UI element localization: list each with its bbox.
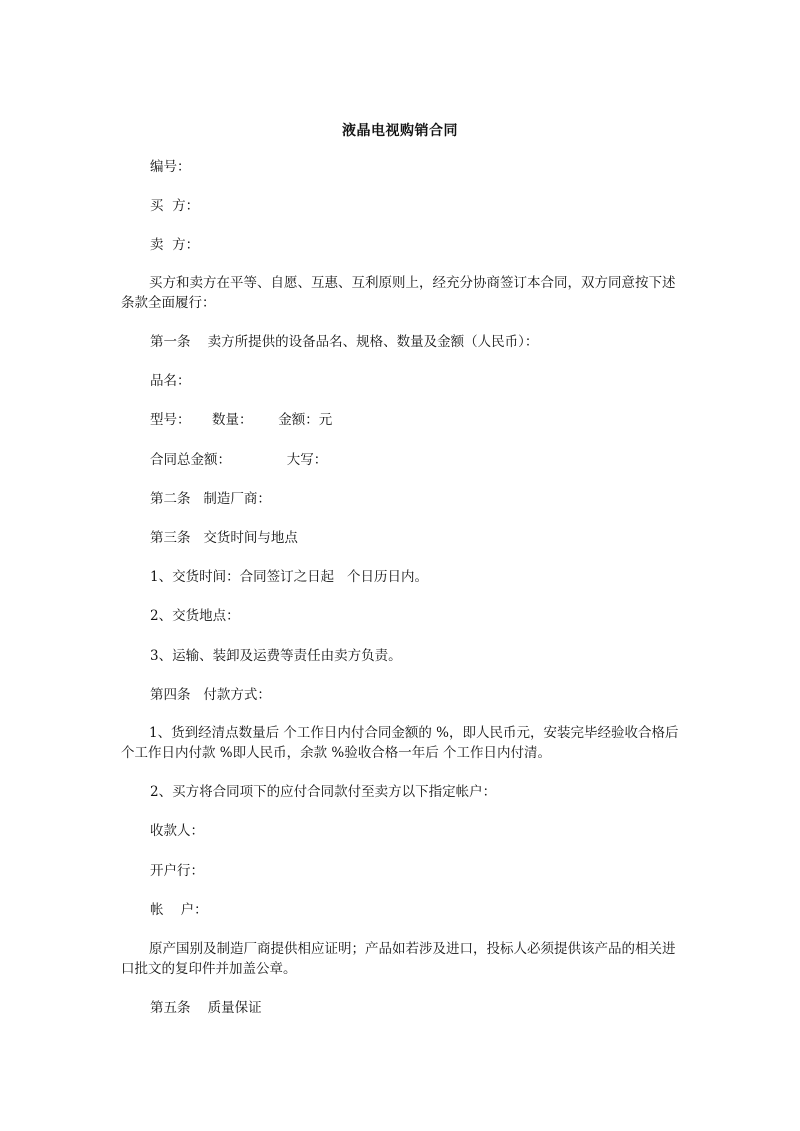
document-title: 液晶电视购销合同 — [342, 123, 458, 139]
payee-label: 收款人： — [150, 823, 204, 839]
buyer-label: 买 方： — [150, 198, 200, 214]
delivery-time-line: 1、交货时间：合同签订之日起 个日历日内。 — [150, 569, 428, 585]
contract-number-label: 编号： — [150, 159, 191, 175]
product-name-label: 品名： — [150, 373, 191, 389]
intro-text: 买方和卖方在平等、自愿、互惠、互利原则上，经充分协商签订本合同，双方同意按下述条款全面履行： — [121, 275, 676, 311]
article-5-heading: 第五条 质量保证 — [150, 1000, 262, 1016]
origin-text: 原产国别及制造厂商提供相应证明；产品如若涉及进口，投标人必须提供该产品的相关进口批文的复印件并加盖公章。 — [121, 941, 676, 977]
payment-2-line: 2、买方将合同项下的应付合同款付至卖方以下指定帐户： — [150, 784, 497, 800]
article-1-heading: 第一条 卖方所提供的设备品名、规格、数量及金额（人民币）： — [150, 334, 539, 350]
delivery-place-line: 2、交货地点： — [150, 608, 240, 624]
article-3-heading: 第三条 交货时间与地点 — [150, 530, 298, 546]
bank-label: 开户行： — [150, 863, 204, 879]
article-4-heading: 第四条 付款方式： — [150, 687, 271, 703]
payment-1-text: 1、货到经清点数量后 个工作日内付合同金额的 %，即人民币元，安装完毕经验收合格后 个工作日内付款 %即人民币，余款 %验收合格一年后 个工作日内付清。 — [121, 725, 679, 761]
payment-1-paragraph — [121, 723, 681, 763]
total-amount-line: 合同总金额： 大写： — [150, 452, 328, 468]
origin-paragraph — [121, 939, 681, 979]
model-quantity-amount-line: 型号： 数量： 金额：元 — [150, 412, 333, 428]
seller-label: 卖 方： — [150, 237, 200, 253]
transport-line: 3、运输、装卸及运费等责任由卖方负责。 — [150, 648, 402, 664]
article-2-heading: 第二条 制造厂商： — [150, 491, 271, 507]
intro-paragraph — [121, 273, 681, 313]
account-label: 帐 户： — [150, 902, 208, 918]
